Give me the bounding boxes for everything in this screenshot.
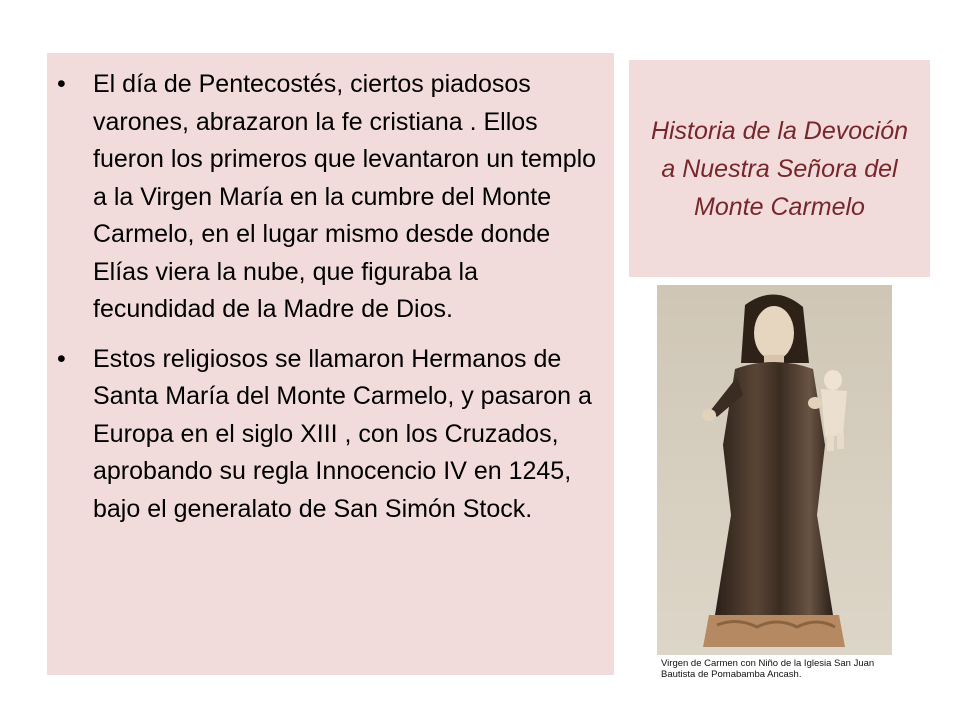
slide-title: Historia de la Devoción a Nuestra Señora del Monte Carmelo (650, 116, 909, 221)
bullet-item (57, 341, 600, 529)
bullet-icon: • (57, 70, 66, 98)
bullet-item (57, 66, 600, 329)
bullet-text: Estos religiosos se llamaron Hermanos de Santa María del Monte Carmelo, y pasaron a Europa en el siglo XIII , con los Cruzados, aprobando su regla Innocencio IV en 1245, bajo el generalato de San Simón Stock. (93, 344, 592, 523)
content-panel (47, 53, 614, 675)
image-caption: Virgen de Carmen con Niño de la Iglesia San Juan Bautista de Pomabamba Ancash. (661, 658, 875, 680)
bullet-text: El día de Pentecostés, ciertos piadosos varones, abrazaron la fe cristiana . Ellos fueron los primeros que levantaron un templo a la Virgen María en la cumbre del Monte Carmelo, en el lugar mismo desde donde Elías viera la nube, que figuraba la fecundidad de la Madre de Dios. (93, 70, 597, 323)
statue-illustration (657, 285, 892, 685)
title-panel (629, 60, 930, 277)
bullet-icon: • (57, 344, 66, 373)
bullet-list (57, 66, 600, 528)
statue-photo (657, 285, 892, 685)
